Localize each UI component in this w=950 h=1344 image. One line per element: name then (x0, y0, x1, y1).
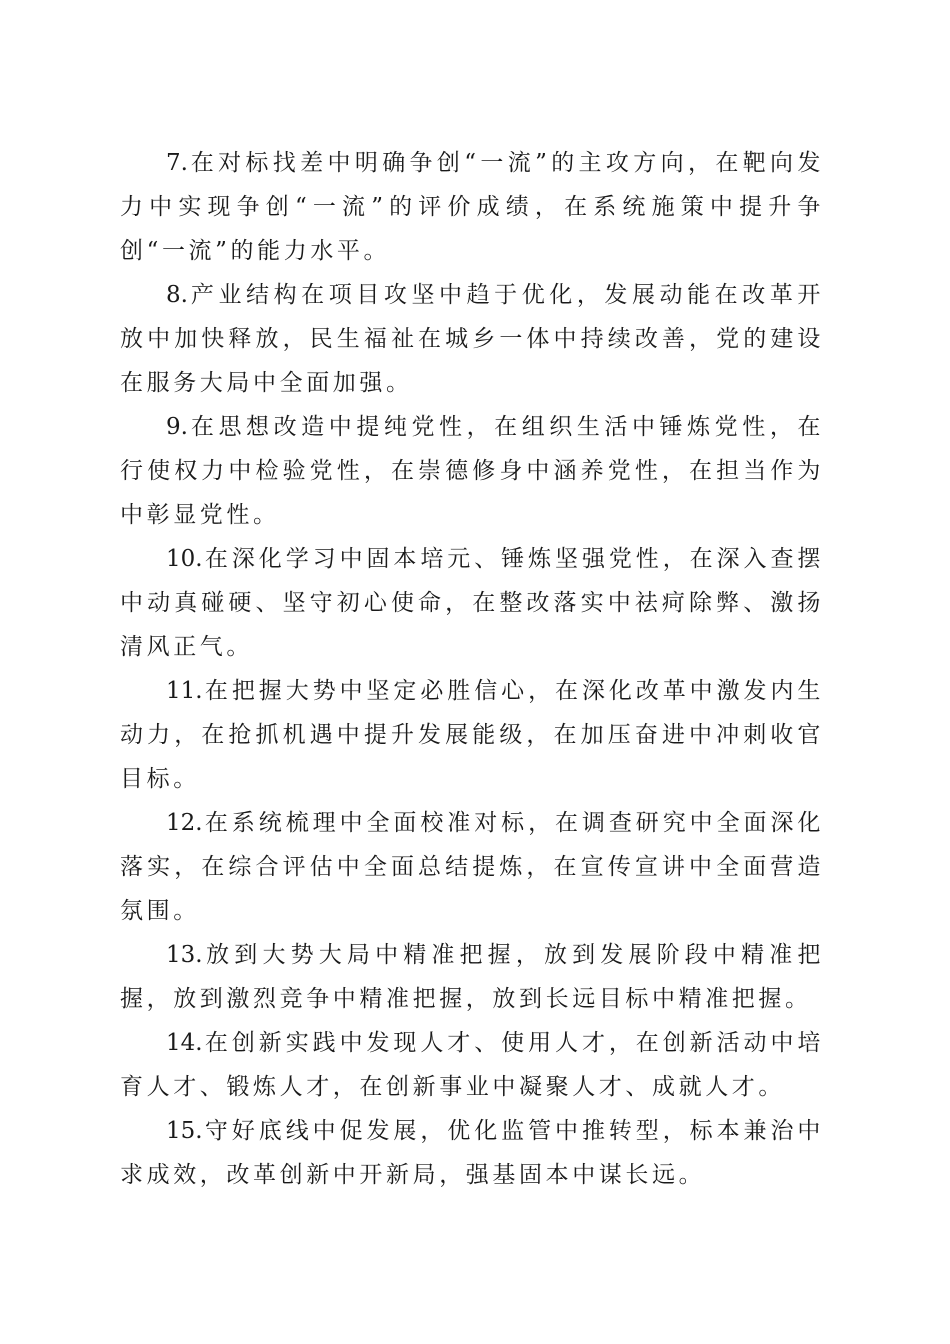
paragraph-number: 9. (166, 414, 188, 440)
paragraph-text: 在深化学习中固本培元、锤炼坚强党性，在深入查摆中动真碰硬、坚守初心使命，在整改落实中祛疴除弊、激扬清风正气。 (120, 546, 824, 660)
paragraph-text: 在思想改造中提纯党性，在组织生活中锤炼党性，在行使权力中检验党性，在崇德修身中涵养党性，在担当作为中彰显党性。 (120, 414, 824, 528)
paragraph-7 (120, 141, 824, 273)
paragraph-number: 10. (166, 546, 203, 572)
paragraph-number: 11. (166, 678, 203, 704)
paragraph-number: 14. (166, 1030, 203, 1056)
paragraph-text: 在系统梳理中全面校准对标，在调查研究中全面深化落实，在综合评估中全面总结提炼，在宣传宣讲中全面营造氛围。 (120, 810, 824, 924)
paragraph-text: 放到大势大局中精准把握，放到发展阶段中精准把握，放到激烈竞争中精准把握，放到长远目标中精准把握。 (120, 942, 824, 1012)
paragraph-number: 12. (166, 810, 203, 836)
paragraph-12 (120, 801, 824, 933)
paragraph-10 (120, 537, 824, 669)
paragraph-text: 在创新实践中发现人才、使用人才，在创新活动中培育人才、锻炼人才，在创新事业中凝聚人才、成就人才。 (120, 1030, 824, 1100)
paragraph-13 (120, 933, 824, 1021)
paragraph-text: 在把握大势中坚定必胜信心，在深化改革中激发内生动力，在抢抓机遇中提升发展能级，在加压奋进中冲刺收官目标。 (120, 678, 824, 792)
paragraph-number: 13. (166, 942, 203, 968)
paragraph-text: 产业结构在项目攻坚中趋于优化，发展动能在改革开放中加快释放，民生福祉在城乡一体中持续改善，党的建设在服务大局中全面加强。 (120, 282, 824, 396)
paragraph-15 (120, 1109, 824, 1197)
paragraph-text: 守好底线中促发展，优化监管中推转型，标本兼治中求成效，改革创新中开新局，强基固本中谋长远。 (120, 1118, 824, 1188)
paragraph-number: 8. (166, 282, 188, 308)
paragraph-number: 15. (166, 1118, 203, 1144)
paragraph-9 (120, 405, 824, 537)
document-body (120, 141, 824, 1197)
paragraph-number: 7. (166, 150, 188, 176)
paragraph-14 (120, 1021, 824, 1109)
paragraph-11 (120, 669, 824, 801)
paragraph-8 (120, 273, 824, 405)
paragraph-text: 在对标找差中明确争创“一流”的主攻方向，在靶向发力中实现争创“一流”的评价成绩，在系统施策中提升争创“一流”的能力水平。 (120, 150, 824, 264)
